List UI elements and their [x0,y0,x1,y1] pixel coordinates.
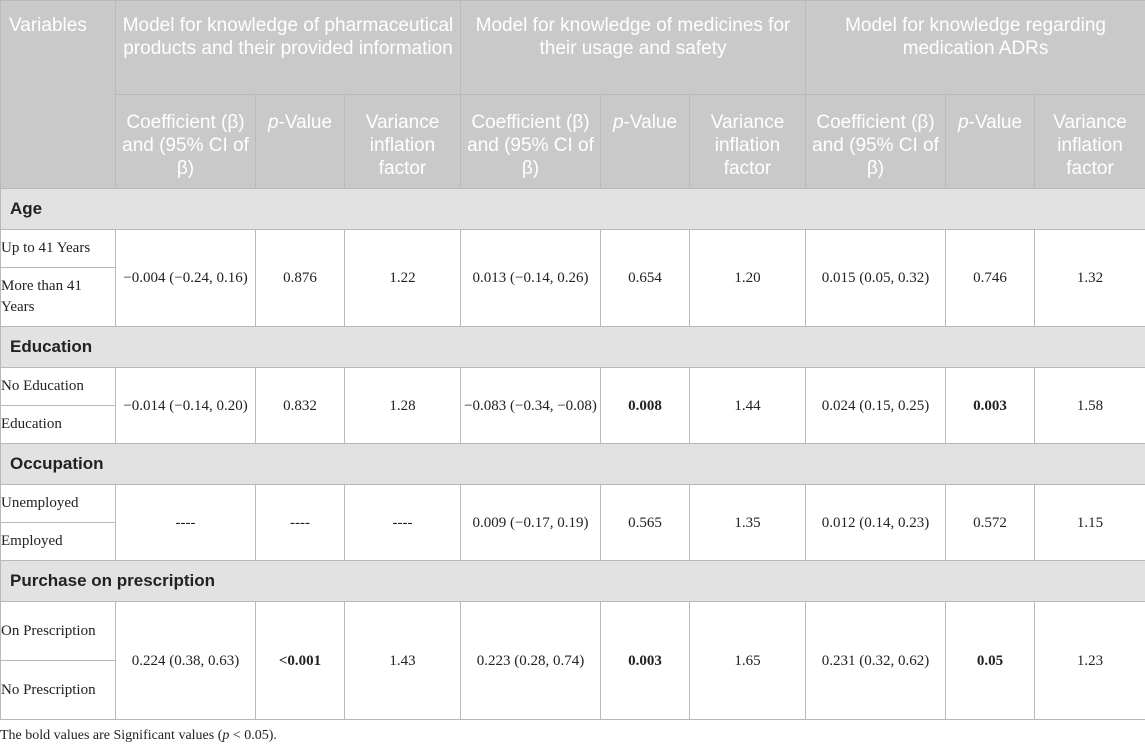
row-label: On Prescription [1,602,116,661]
coefficient-cell: 0.009 (−0.17, 0.19) [461,485,601,561]
header-variables: Variables [1,1,116,189]
p-value-cell: 0.003 [946,368,1035,444]
vif-cell: 1.32 [1035,230,1145,327]
p-value-cell: 0.832 [256,368,345,444]
header-coefficient: Coefficient (β) and (95% CI of β) [461,95,601,189]
header-vif: Variance inflation factor [690,95,806,189]
coefficient-cell: 0.231 (0.32, 0.62) [806,602,946,720]
header-p-value: p-Value [601,95,690,189]
p-value-cell: 0.572 [946,485,1035,561]
coefficient-cell: −0.004 (−0.24, 0.16) [116,230,256,327]
header-coefficient: Coefficient (β) and (95% CI of β) [116,95,256,189]
vif-cell: 1.44 [690,368,806,444]
section-title-age: Age [1,189,1145,230]
header-coefficient: Coefficient (β) and (95% CI of β) [806,95,946,189]
vif-cell: 1.23 [1035,602,1145,720]
p-value-cell: 0.05 [946,602,1035,720]
header-model-medicines-usage-safety: Model for knowledge of medicines for their usage and safety [461,1,806,95]
p-value-cell: <0.001 [256,602,345,720]
coefficient-cell: 0.012 (0.14, 0.23) [806,485,946,561]
coefficient-cell: 0.015 (0.05, 0.32) [806,230,946,327]
p-value-cell: ---- [256,485,345,561]
row-label: No Prescription [1,661,116,720]
section-title-occupation: Occupation [1,444,1145,485]
row-label: No Education [1,368,116,406]
vif-cell: 1.35 [690,485,806,561]
row-label: Unemployed [1,485,116,523]
header-vif: Variance inflation factor [1035,95,1145,189]
section-title-purchase-on-prescription: Purchase on prescription [1,561,1145,602]
header-vif: Variance inflation factor [345,95,461,189]
vif-cell: 1.22 [345,230,461,327]
vif-cell: 1.28 [345,368,461,444]
section-title-education: Education [1,327,1145,368]
vif-cell: 1.58 [1035,368,1145,444]
header-model-medication-adrs: Model for knowledge regarding medication ADRs [806,1,1145,95]
row-label: More than 41 Years [1,268,116,327]
row-label: Up to 41 Years [1,230,116,268]
p-value-cell: 0.876 [256,230,345,327]
coefficient-cell: 0.224 (0.38, 0.63) [116,602,256,720]
p-value-cell: 0.003 [601,602,690,720]
header-p-value: p-Value [946,95,1035,189]
coefficient-cell: 0.024 (0.15, 0.25) [806,368,946,444]
row-label: Education [1,406,116,444]
p-value-cell: 0.654 [601,230,690,327]
vif-cell: 1.15 [1035,485,1145,561]
vif-cell: 1.43 [345,602,461,720]
p-value-cell: 0.746 [946,230,1035,327]
header-model-pharmaceutical-products: Model for knowledge of pharmaceutical products and their provided information [116,1,461,95]
vif-cell: 1.65 [690,602,806,720]
coefficient-cell: −0.083 (−0.34, −0.08) [461,368,601,444]
coefficient-cell: −0.014 (−0.14, 0.20) [116,368,256,444]
coefficient-cell: ---- [116,485,256,561]
vif-cell: 1.20 [690,230,806,327]
p-value-cell: 0.008 [601,368,690,444]
vif-cell: ---- [345,485,461,561]
coefficient-cell: 0.223 (0.28, 0.74) [461,602,601,720]
p-value-cell: 0.565 [601,485,690,561]
header-p-value: p-Value [256,95,345,189]
coefficient-cell: 0.013 (−0.14, 0.26) [461,230,601,327]
table-footnote: The bold values are Significant values (p < 0.05). [0,728,277,743]
row-label: Employed [1,523,116,561]
